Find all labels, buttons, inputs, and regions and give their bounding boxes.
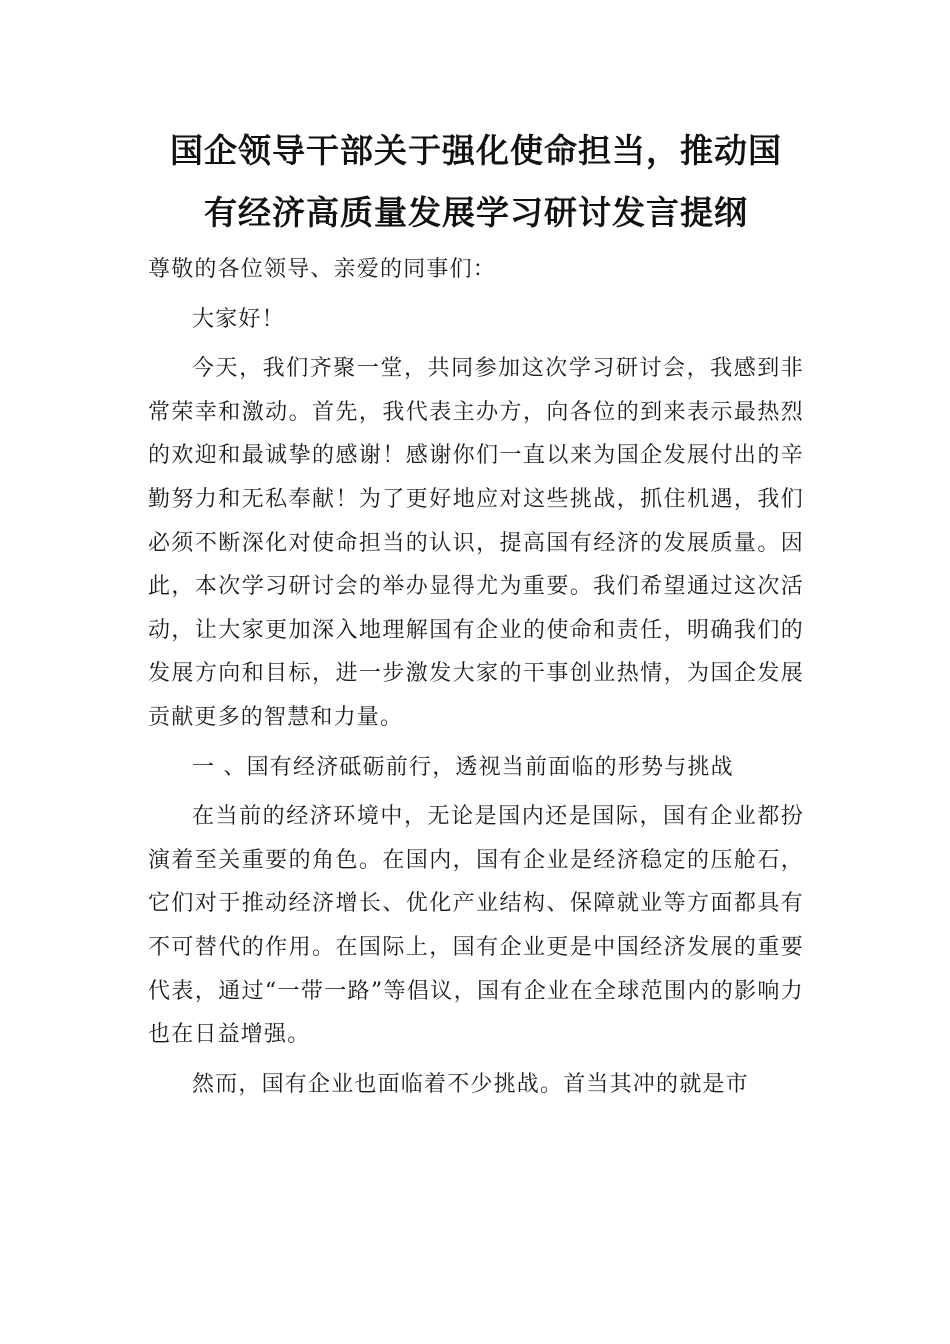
title-line-1: 国企领导干部关于强化使命担当，推动国	[170, 131, 782, 170]
document-page	[148, 120, 804, 1106]
paragraph-challenges: 然而，国有企业也面临着不少挑战。首当其冲的就是市	[192, 1071, 749, 1097]
paragraph-opening: 今天，我们齐聚一堂，共同参加这次学习研讨会，我感到非常荣幸和激动。首先，我代表主办方，向各位的到来表示最热烈的欢迎和最诚挚的感谢！感谢你们一直以来为国企发展付出的辛勤努力和无私奉献！为了更好地应对这些挑战，抓住机遇，我们必须不断深化对使命担当的认识，提高国有经济的发展质量。因此，本次学习研讨会的举办显得尤为重要。我们希望通过这次活动，让大家更加深入地理解国有企业的使命和责任，明确我们的发展方向和目标，进一步激发大家的干事创业热情，为国企发展贡献更多的智慧和力量。	[148, 356, 804, 730]
section-heading-1: 一 、国有经济砥砺前行，透视当前面临的形势与挑战	[192, 754, 734, 780]
document-body	[148, 248, 804, 1106]
document-title	[148, 120, 804, 244]
paragraph-situation: 在当前的经济环境中，无论是国内还是国际，国有企业都扮演着至关重要的角色。在国内，国有企业是经济稳定的压舱石，它们对于推动经济增长、优化产业结构、保障就业等方面都具有不可替代的作用。在国际上，国有企业更是中国经济发展的重要代表，通过“一带一路”等倡议，国有企业在全球范围内的影响力也在日益增强。	[148, 804, 804, 1048]
title-line-2: 有经济高质量发展学习研讨发言提纲	[204, 193, 748, 232]
salutation: 尊敬的各位领导、亲爱的同事们：	[148, 257, 497, 282]
greeting: 大家好！	[192, 306, 285, 332]
